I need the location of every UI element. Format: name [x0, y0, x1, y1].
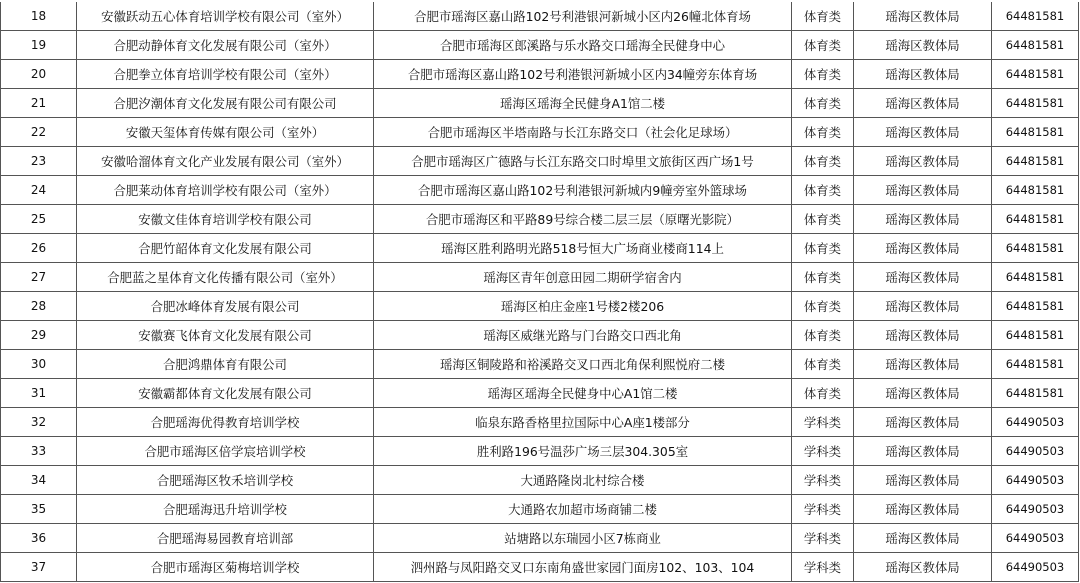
authority-cell: 瑶海区教体局	[854, 234, 992, 263]
row-number: 35	[1, 495, 77, 524]
category-cell: 学科类	[792, 524, 854, 553]
category-cell: 学科类	[792, 553, 854, 582]
institution-address: 瑶海区瑶海全民健身A1馆二楼	[374, 89, 792, 118]
category-cell: 体育类	[792, 147, 854, 176]
row-number: 23	[1, 147, 77, 176]
authority-cell: 瑶海区教体局	[854, 292, 992, 321]
institution-name: 合肥拳立体育培训学校有限公司（室外）	[77, 60, 374, 89]
category-cell: 体育类	[792, 379, 854, 408]
phone-cell: 64481581	[992, 263, 1079, 292]
phone-cell: 64490503	[992, 553, 1079, 582]
institution-name: 安徽哈溜体育文化产业发展有限公司（室外）	[77, 147, 374, 176]
institution-name: 合肥市瑶海区倍学宸培训学校	[77, 437, 374, 466]
row-number: 19	[1, 31, 77, 60]
category-cell: 体育类	[792, 292, 854, 321]
institution-address: 合肥市瑶海区郎溪路与乐水路交口瑶海全民健身中心	[374, 31, 792, 60]
institution-address: 站塘路以东瑞园小区7栋商业	[374, 524, 792, 553]
row-number: 28	[1, 292, 77, 321]
institution-address: 合肥市瑶海区嘉山路102号利港银河新城小区内34幢旁东体育场	[374, 60, 792, 89]
institution-address: 瑶海区瑶海全民健身中心A1馆二楼	[374, 379, 792, 408]
table-row	[1, 263, 1079, 292]
institution-name: 合肥动静体育文化发展有限公司（室外）	[77, 31, 374, 60]
authority-cell: 瑶海区教体局	[854, 89, 992, 118]
institution-address: 合肥市瑶海区和平路89号综合楼二层三层（原曙光影院）	[374, 205, 792, 234]
institution-name: 合肥冰峰体育发展有限公司	[77, 292, 374, 321]
category-cell: 体育类	[792, 31, 854, 60]
institution-name: 合肥瑶海优得教育培训学校	[77, 408, 374, 437]
phone-cell: 64481581	[992, 89, 1079, 118]
row-number: 34	[1, 466, 77, 495]
institution-address: 合肥市瑶海区嘉山路102号利港银河新城小区内26幢北体育场	[374, 2, 792, 31]
institution-address: 合肥市瑶海区广德路与长江东路交口时埠里文旅街区西广场1号	[374, 147, 792, 176]
authority-cell: 瑶海区教体局	[854, 553, 992, 582]
authority-cell: 瑶海区教体局	[854, 321, 992, 350]
authority-cell: 瑶海区教体局	[854, 147, 992, 176]
institution-address: 瑶海区胜利路明光路518号恒大广场商业楼商114上	[374, 234, 792, 263]
table-row	[1, 524, 1079, 553]
phone-cell: 64481581	[992, 234, 1079, 263]
row-number: 25	[1, 205, 77, 234]
institution-name: 合肥瑶海迅升培训学校	[77, 495, 374, 524]
institution-name: 合肥莱动体育培训学校有限公司（室外）	[77, 176, 374, 205]
institution-address: 大通路隆岗北村综合楼	[374, 466, 792, 495]
category-cell: 体育类	[792, 176, 854, 205]
institution-address: 合肥市瑶海区半塔南路与长江东路交口（社会化足球场）	[374, 118, 792, 147]
table-row	[1, 31, 1079, 60]
row-number: 24	[1, 176, 77, 205]
authority-cell: 瑶海区教体局	[854, 205, 992, 234]
phone-cell: 64490503	[992, 408, 1079, 437]
row-number: 36	[1, 524, 77, 553]
authority-cell: 瑶海区教体局	[854, 466, 992, 495]
institution-name: 安徽跃动五心体育培训学校有限公司（室外）	[77, 2, 374, 31]
phone-cell: 64481581	[992, 31, 1079, 60]
row-number: 18	[1, 2, 77, 31]
institution-name: 合肥蓝之星体育文化传播有限公司（室外）	[77, 263, 374, 292]
phone-cell: 64490503	[992, 495, 1079, 524]
authority-cell: 瑶海区教体局	[854, 437, 992, 466]
phone-cell: 64490503	[992, 466, 1079, 495]
category-cell: 体育类	[792, 350, 854, 379]
phone-cell: 64490503	[992, 437, 1079, 466]
table-row	[1, 60, 1079, 89]
row-number: 31	[1, 379, 77, 408]
table-row	[1, 408, 1079, 437]
authority-cell: 瑶海区教体局	[854, 524, 992, 553]
institution-name: 安徽赛飞体育文化发展有限公司	[77, 321, 374, 350]
institution-name: 合肥瑶海区牧禾培训学校	[77, 466, 374, 495]
row-number: 22	[1, 118, 77, 147]
institution-name: 安徽文佳体育培训学校有限公司	[77, 205, 374, 234]
table-row	[1, 205, 1079, 234]
row-number: 21	[1, 89, 77, 118]
institution-address: 瑶海区柏庄金座1号楼2楼206	[374, 292, 792, 321]
authority-cell: 瑶海区教体局	[854, 379, 992, 408]
institution-name: 安徽天玺体育传媒有限公司（室外）	[77, 118, 374, 147]
phone-cell: 64481581	[992, 118, 1079, 147]
category-cell: 体育类	[792, 2, 854, 31]
table-row	[1, 2, 1079, 31]
table-row	[1, 89, 1079, 118]
institution-address: 大通路农加超市场商铺二楼	[374, 495, 792, 524]
row-number: 32	[1, 408, 77, 437]
category-cell: 学科类	[792, 466, 854, 495]
table-row	[1, 118, 1079, 147]
institution-table	[0, 2, 1079, 582]
authority-cell: 瑶海区教体局	[854, 118, 992, 147]
authority-cell: 瑶海区教体局	[854, 263, 992, 292]
authority-cell: 瑶海区教体局	[854, 31, 992, 60]
authority-cell: 瑶海区教体局	[854, 176, 992, 205]
row-number: 27	[1, 263, 77, 292]
category-cell: 学科类	[792, 495, 854, 524]
phone-cell: 64481581	[992, 176, 1079, 205]
table-row	[1, 466, 1079, 495]
table-row	[1, 350, 1079, 379]
table-body	[1, 2, 1079, 582]
table-row	[1, 234, 1079, 263]
phone-cell: 64481581	[992, 321, 1079, 350]
row-number: 33	[1, 437, 77, 466]
phone-cell: 64481581	[992, 379, 1079, 408]
table-row	[1, 176, 1079, 205]
row-number: 29	[1, 321, 77, 350]
institution-name: 合肥汐潮体育文化发展有限公司有限公司	[77, 89, 374, 118]
table-row	[1, 292, 1079, 321]
institution-name: 合肥瑶海易园教育培训部	[77, 524, 374, 553]
institution-address: 合肥市瑶海区嘉山路102号利港银河新城内9幢旁室外篮球场	[374, 176, 792, 205]
table-row	[1, 495, 1079, 524]
institution-address: 瑶海区威继光路与门台路交口西北角	[374, 321, 792, 350]
table-row	[1, 147, 1079, 176]
phone-cell: 64481581	[992, 60, 1079, 89]
phone-cell: 64481581	[992, 2, 1079, 31]
category-cell: 学科类	[792, 437, 854, 466]
category-cell: 体育类	[792, 118, 854, 147]
row-number: 20	[1, 60, 77, 89]
authority-cell: 瑶海区教体局	[854, 2, 992, 31]
institution-name: 合肥竹韶体育文化发展有限公司	[77, 234, 374, 263]
institution-address: 胜利路196号温莎广场三层304.305室	[374, 437, 792, 466]
authority-cell: 瑶海区教体局	[854, 350, 992, 379]
phone-cell: 64481581	[992, 350, 1079, 379]
phone-cell: 64481581	[992, 147, 1079, 176]
authority-cell: 瑶海区教体局	[854, 60, 992, 89]
institution-name: 安徽霸都体育文化发展有限公司	[77, 379, 374, 408]
phone-cell: 64481581	[992, 205, 1079, 234]
row-number: 26	[1, 234, 77, 263]
category-cell: 体育类	[792, 60, 854, 89]
phone-cell: 64481581	[992, 292, 1079, 321]
table-row	[1, 321, 1079, 350]
category-cell: 体育类	[792, 321, 854, 350]
table-row	[1, 379, 1079, 408]
category-cell: 体育类	[792, 234, 854, 263]
table-row	[1, 553, 1079, 582]
row-number: 37	[1, 553, 77, 582]
institution-address: 临泉东路香格里拉国际中心A座1楼部分	[374, 408, 792, 437]
phone-cell: 64490503	[992, 524, 1079, 553]
institution-name: 合肥鸿鼎体育有限公司	[77, 350, 374, 379]
row-number: 30	[1, 350, 77, 379]
category-cell: 体育类	[792, 205, 854, 234]
category-cell: 学科类	[792, 408, 854, 437]
institution-address: 泗州路与凤阳路交叉口东南角盛世家园门面房102、103、104	[374, 553, 792, 582]
institution-address: 瑶海区青年创意田园二期研学宿舍内	[374, 263, 792, 292]
institution-address: 瑶海区铜陵路和裕溪路交叉口西北角保利熙悦府二楼	[374, 350, 792, 379]
category-cell: 体育类	[792, 89, 854, 118]
table-row	[1, 437, 1079, 466]
authority-cell: 瑶海区教体局	[854, 495, 992, 524]
institution-name: 合肥市瑶海区菊梅培训学校	[77, 553, 374, 582]
category-cell: 体育类	[792, 263, 854, 292]
authority-cell: 瑶海区教体局	[854, 408, 992, 437]
